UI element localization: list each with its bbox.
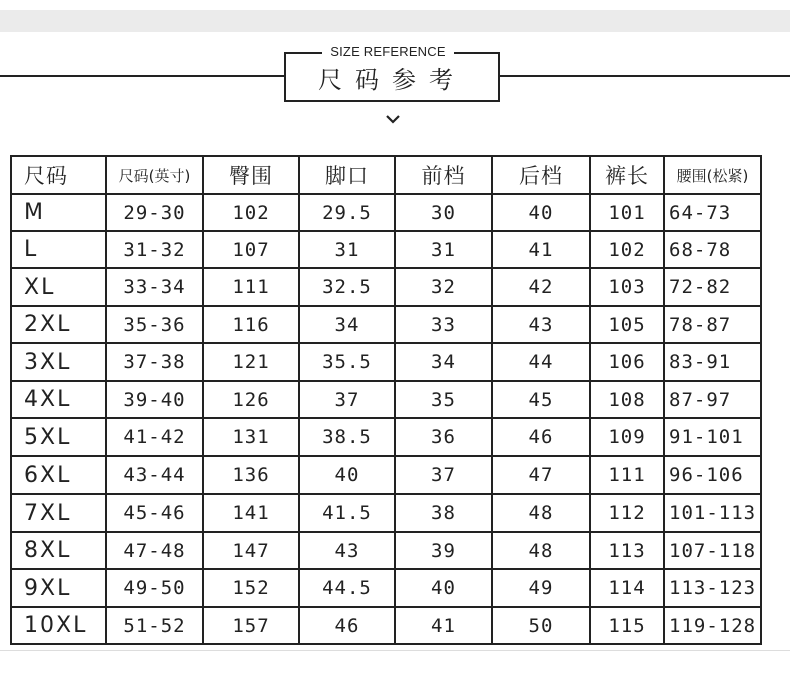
- cell-inch: 39-40: [106, 381, 203, 418]
- cell-size: 4XL: [11, 381, 106, 418]
- cell-hem: 46: [299, 607, 395, 644]
- cell-inch: 37-38: [106, 343, 203, 381]
- table-row: [11, 194, 761, 231]
- header-inch: 尺码(英寸): [106, 156, 203, 194]
- cell-hem: 32.5: [299, 268, 395, 306]
- title-divider-left: [0, 75, 286, 77]
- cell-size: 5XL: [11, 418, 106, 456]
- cell-waist: 78-87: [664, 306, 761, 343]
- cell-hip: 147: [203, 532, 299, 569]
- cell-inch: 33-34: [106, 268, 203, 306]
- cell-length: 103: [590, 268, 664, 306]
- cell-waist: 101-113: [664, 494, 761, 532]
- cell-back-rise: 48: [492, 532, 590, 569]
- cell-hip: 102: [203, 194, 299, 231]
- cell-front-rise: 35: [395, 381, 492, 418]
- table-row: [11, 494, 761, 532]
- cell-hem: 35.5: [299, 343, 395, 381]
- cell-size: 3XL: [11, 343, 106, 381]
- title-english: SIZE REFERENCE: [322, 44, 454, 62]
- cell-inch: 45-46: [106, 494, 203, 532]
- cell-waist: 96-106: [664, 456, 761, 494]
- title-chinese: 尺码参考: [318, 66, 466, 94]
- cell-length: 112: [590, 494, 664, 532]
- cell-hem: 34: [299, 306, 395, 343]
- header-waist: 腰围(松紧): [664, 156, 761, 194]
- cell-hem: 44.5: [299, 569, 395, 607]
- title-divider-right: [500, 75, 790, 77]
- header-size: 尺码: [11, 156, 106, 194]
- cell-front-rise: 31: [395, 231, 492, 268]
- cell-front-rise: 36: [395, 418, 492, 456]
- cell-inch: 43-44: [106, 456, 203, 494]
- cell-front-rise: 40: [395, 569, 492, 607]
- cell-front-rise: 41: [395, 607, 492, 644]
- cell-hem: 37: [299, 381, 395, 418]
- cell-waist: 72-82: [664, 268, 761, 306]
- cell-back-rise: 47: [492, 456, 590, 494]
- table-row: [11, 306, 761, 343]
- title-frame-top-right: [454, 52, 500, 54]
- cell-hip: 131: [203, 418, 299, 456]
- cell-length: 105: [590, 306, 664, 343]
- cell-waist: 64-73: [664, 194, 761, 231]
- cell-back-rise: 46: [492, 418, 590, 456]
- header-hip: 臀围: [203, 156, 299, 194]
- cell-back-rise: 41: [492, 231, 590, 268]
- cell-hem: 43: [299, 532, 395, 569]
- cell-front-rise: 37: [395, 456, 492, 494]
- cell-hip: 116: [203, 306, 299, 343]
- table-row: [11, 532, 761, 569]
- cell-inch: 49-50: [106, 569, 203, 607]
- cell-inch: 51-52: [106, 607, 203, 644]
- cell-back-rise: 45: [492, 381, 590, 418]
- cell-waist: 87-97: [664, 381, 761, 418]
- title-frame-top-left: [284, 52, 322, 54]
- cell-length: 106: [590, 343, 664, 381]
- cell-front-rise: 30: [395, 194, 492, 231]
- cell-waist: 119-128: [664, 607, 761, 644]
- cell-size: XL: [11, 268, 106, 306]
- cell-back-rise: 50: [492, 607, 590, 644]
- cell-length: 113: [590, 532, 664, 569]
- cell-waist: 83-91: [664, 343, 761, 381]
- table-row: [11, 381, 761, 418]
- cell-hip: 107: [203, 231, 299, 268]
- table-row: [11, 268, 761, 306]
- cell-hem: 38.5: [299, 418, 395, 456]
- header-length: 裤长: [590, 156, 664, 194]
- cell-hip: 152: [203, 569, 299, 607]
- cell-length: 109: [590, 418, 664, 456]
- cell-waist: 107-118: [664, 532, 761, 569]
- cell-back-rise: 43: [492, 306, 590, 343]
- cell-waist: 68-78: [664, 231, 761, 268]
- cell-size: 9XL: [11, 569, 106, 607]
- cell-back-rise: 40: [492, 194, 590, 231]
- cell-inch: 47-48: [106, 532, 203, 569]
- cell-length: 102: [590, 231, 664, 268]
- cell-length: 114: [590, 569, 664, 607]
- cell-size: 8XL: [11, 532, 106, 569]
- header-front-rise: 前档: [395, 156, 492, 194]
- cell-inch: 35-36: [106, 306, 203, 343]
- cell-inch: 31-32: [106, 231, 203, 268]
- cell-hem: 31: [299, 231, 395, 268]
- cell-front-rise: 38: [395, 494, 492, 532]
- table-row: [11, 607, 761, 644]
- cell-size: M: [11, 194, 106, 231]
- bottom-divider: [0, 650, 790, 651]
- cell-inch: 29-30: [106, 194, 203, 231]
- table-row: [11, 231, 761, 268]
- cell-size: 7XL: [11, 494, 106, 532]
- size-table: [10, 155, 762, 645]
- cell-front-rise: 34: [395, 343, 492, 381]
- cell-size: 2XL: [11, 306, 106, 343]
- cell-hem: 29.5: [299, 194, 395, 231]
- cell-waist: 91-101: [664, 418, 761, 456]
- cell-size: L: [11, 231, 106, 268]
- cell-hip: 126: [203, 381, 299, 418]
- cell-back-rise: 49: [492, 569, 590, 607]
- cell-inch: 41-42: [106, 418, 203, 456]
- header-back-rise: 后档: [492, 156, 590, 194]
- cell-hip: 111: [203, 268, 299, 306]
- table-row: [11, 418, 761, 456]
- cell-size: 10XL: [11, 607, 106, 644]
- cell-back-rise: 48: [492, 494, 590, 532]
- chevron-down-icon: [386, 114, 400, 124]
- cell-length: 111: [590, 456, 664, 494]
- cell-front-rise: 32: [395, 268, 492, 306]
- cell-front-rise: 39: [395, 532, 492, 569]
- table-row: [11, 456, 761, 494]
- cell-hem: 40: [299, 456, 395, 494]
- cell-length: 115: [590, 607, 664, 644]
- cell-back-rise: 44: [492, 343, 590, 381]
- top-band: [0, 10, 790, 32]
- table-row: [11, 343, 761, 381]
- cell-hip: 141: [203, 494, 299, 532]
- cell-hem: 41.5: [299, 494, 395, 532]
- header-hem: 脚口: [299, 156, 395, 194]
- cell-hip: 121: [203, 343, 299, 381]
- cell-back-rise: 42: [492, 268, 590, 306]
- table-row: [11, 569, 761, 607]
- table-header-row: [11, 156, 761, 194]
- cell-hip: 136: [203, 456, 299, 494]
- cell-length: 101: [590, 194, 664, 231]
- cell-length: 108: [590, 381, 664, 418]
- cell-size: 6XL: [11, 456, 106, 494]
- cell-waist: 113-123: [664, 569, 761, 607]
- cell-front-rise: 33: [395, 306, 492, 343]
- cell-hip: 157: [203, 607, 299, 644]
